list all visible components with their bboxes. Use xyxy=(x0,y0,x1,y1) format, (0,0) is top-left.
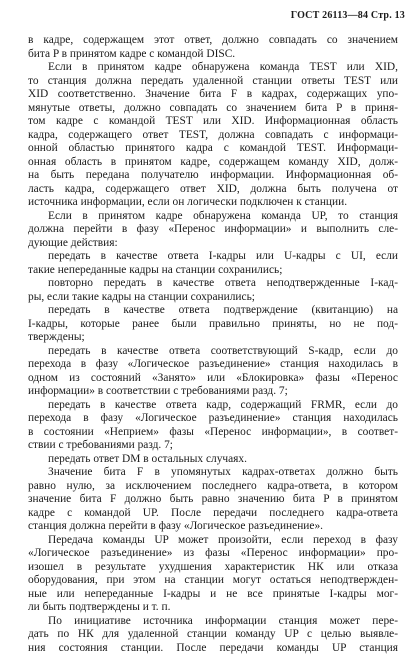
text-line: в кадре, содержащем этот ответ, должно совпадать со значением xyxy=(28,34,398,48)
text-line: Значение бита F в упомянутых кадрах-ответах должно быть xyxy=(28,466,398,480)
text-line: онная область в принятом кадре, содержащем команду XID, долж- xyxy=(28,156,398,170)
text-line: ли быть подтверждены и т. п. xyxy=(28,601,398,615)
text-line: то станция должна передать удаленной станции ответы TEST или xyxy=(28,75,398,89)
text-line: бита P в принятом кадре с командой DISC. xyxy=(28,48,398,62)
text-line: изошел в результате ухудшения характеристик НК или отказа xyxy=(28,561,398,575)
text-line: оборудования, при этом на станции могут остаться неподтвержден- xyxy=(28,574,398,588)
text-line: станция должна перейти в фазу «Логическое разъединение». xyxy=(28,520,398,534)
text-line: тверждены; xyxy=(28,331,398,345)
text-line: ствии с требованиями разд. 7; xyxy=(28,439,398,453)
text-line: Если в принятом кадре обнаружена команда UP, то станция xyxy=(28,210,398,224)
text-line: одном из состояний «Занято» или «Блокировка» фазы «Перенос xyxy=(28,372,398,386)
text-line: на быть передана получателю информации. Информационная об- xyxy=(28,169,398,183)
text-line: I-кадры, которые ранее были правильно приняты, но не под- xyxy=(28,318,398,332)
body-text xyxy=(28,34,398,655)
text-line: По инициативе источника информации станция может пере- xyxy=(28,615,398,629)
text-line: ния состояния станции. После передачи команды UP станция xyxy=(28,642,398,655)
text-line: XID соответственно. Значение бита F в кадрах, содержащих упо- xyxy=(28,88,398,102)
text-line: информации» в соответствии с требованиями разд. 7; xyxy=(28,385,398,399)
text-line: передать в качестве ответа I-кадры или U-кадры с UI, если xyxy=(28,250,398,264)
text-line: Если в принятом кадре обнаружена команда TEST или XID, xyxy=(28,61,398,75)
text-line: перехода в фазу «Логическое разъединение» станция находилась в xyxy=(28,358,398,372)
text-line: ры, если такие кадры на станции сохранились; xyxy=(28,291,398,305)
text-line: повторно передать в качестве ответа неподтвержденные I-кад- xyxy=(28,277,398,291)
text-line: источника информации, если он логически подключен к станции. xyxy=(28,196,398,210)
text-line: кадра, содержащего ответ TEST, должна совпадать с информаци- xyxy=(28,129,398,143)
text-line: перехода в фазу «Логическое разъединение» станция находилась xyxy=(28,412,398,426)
text-line: значение бита F должно быть равно значению бита P в принятом xyxy=(28,493,398,507)
text-line: Передача команды UP может произойти, если переход в фазу xyxy=(28,534,398,548)
text-line: равно нулю, за исключением последнего кадра-ответа, в котором xyxy=(28,480,398,494)
text-line: передать в качестве ответа соответствующий S-кадр, если до xyxy=(28,345,398,359)
text-line: в состоянии «Неприем» фазы «Перенос информации», в соответ- xyxy=(28,426,398,440)
text-line: должна перейти в фазу «Перенос информации» и выполнить сле- xyxy=(28,223,398,237)
text-line: дующие действия: xyxy=(28,237,398,251)
text-line: «Логическое разъединение» из фазы «Перенос информации» про- xyxy=(28,547,398,561)
text-line: дать по НК для удаленной станции команду UP с целью выявле- xyxy=(28,628,398,642)
page-header: ГОСТ 26113—84 Стр. 13 xyxy=(291,10,405,21)
text-line: такие непереданные кадры на станции сохранились; xyxy=(28,264,398,278)
text-line: том кадре с командой TEST или XID. Информационная область xyxy=(28,115,398,129)
text-line: передать в качестве ответа подтверждение (квитанцию) на xyxy=(28,304,398,318)
text-line: передать ответ DM в остальных случаях. xyxy=(28,453,398,467)
text-line: ные или непереданные I-кадры и не все принятые I-кадры мог- xyxy=(28,588,398,602)
text-line: ласть кадра, содержащего ответ XID, должна быть получена от xyxy=(28,183,398,197)
text-line: кадре с командой UP. После передачи последнего кадра-ответа xyxy=(28,507,398,521)
text-line: онной областью принятого кадра с командой TEST. Информаци- xyxy=(28,142,398,156)
text-line: мянутые ответы, должно совпадать со значением бита P в приня- xyxy=(28,102,398,116)
text-line: передать в качестве ответа кадр, содержащий FRMR, если до xyxy=(28,399,398,413)
